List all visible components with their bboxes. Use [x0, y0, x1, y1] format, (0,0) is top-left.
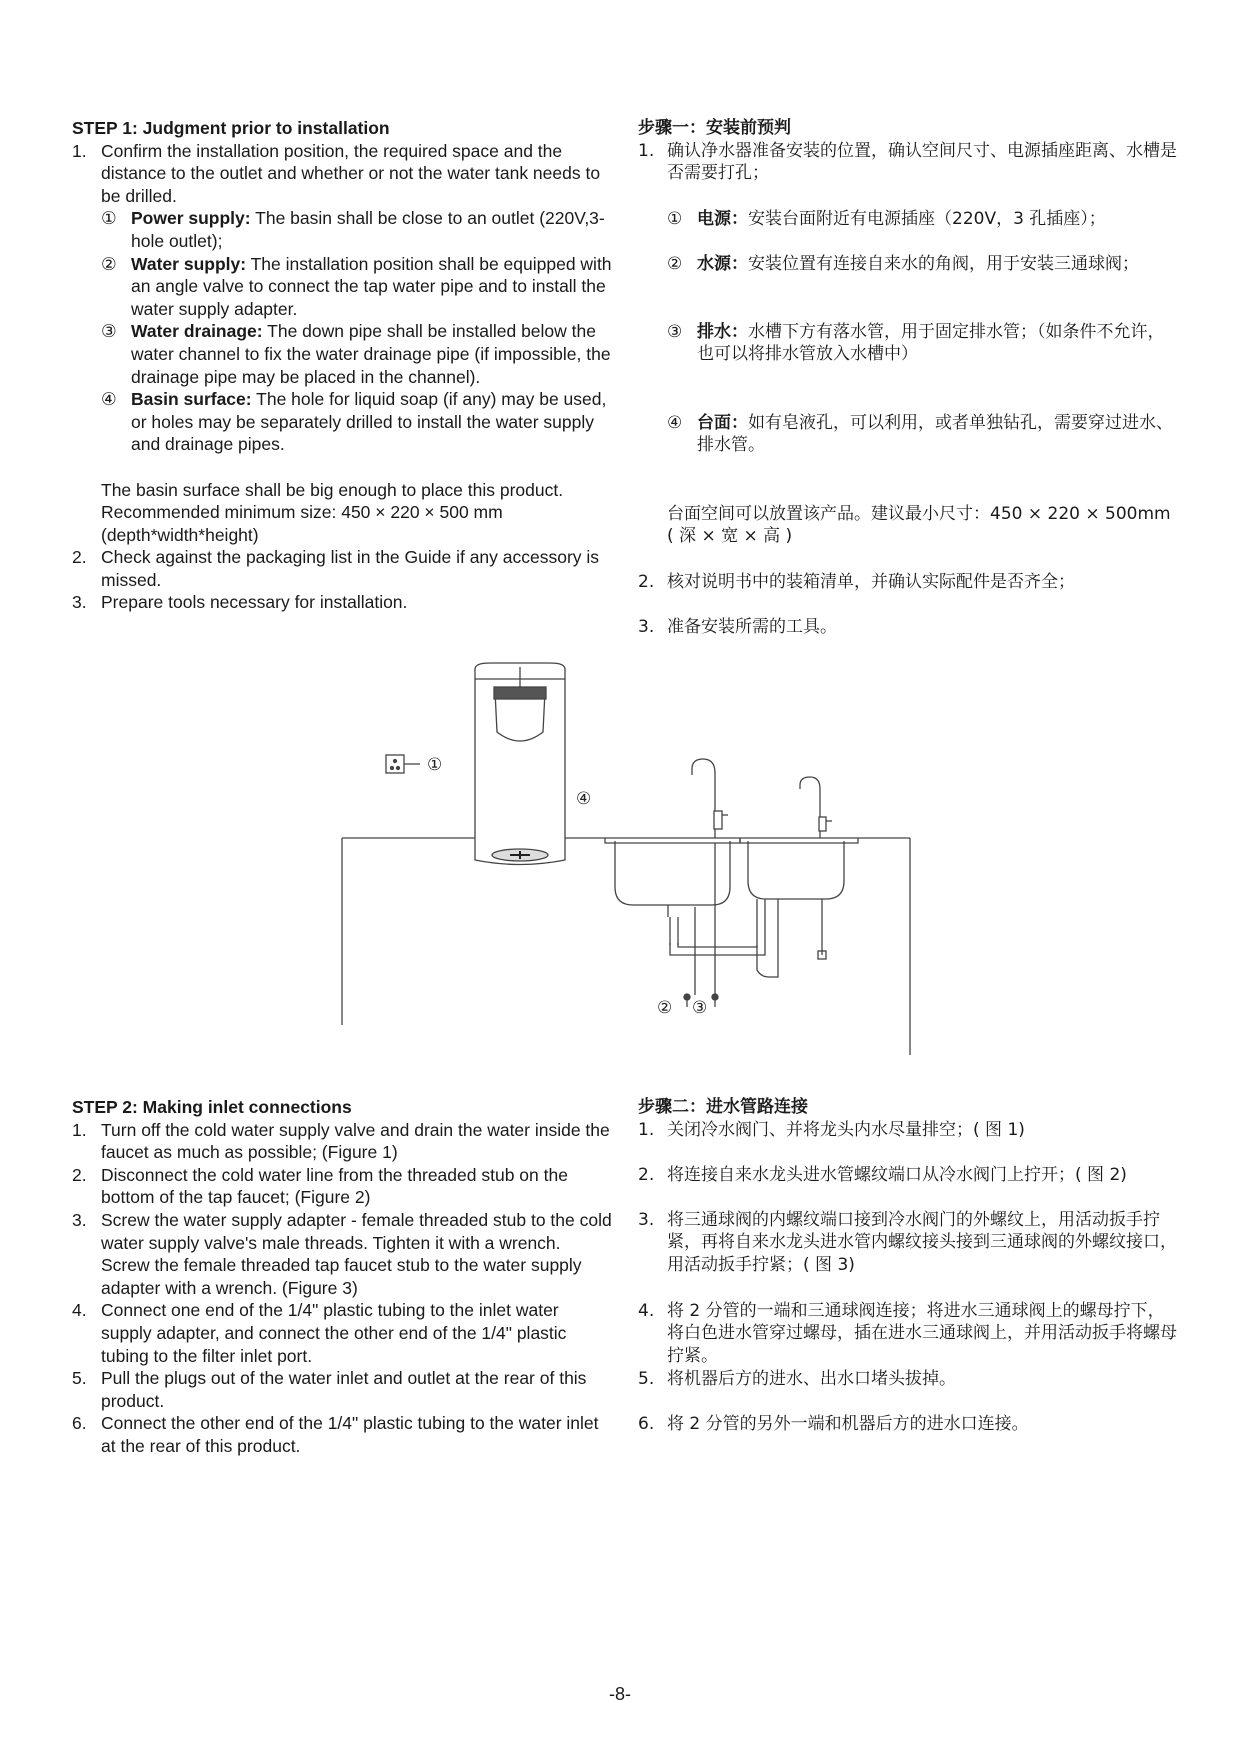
item-text: 将连接自来水龙头进水管螺纹端口从冷水阀门上拧开；( 图 2): [667, 1164, 1127, 1185]
step1-heading: STEP 1: Judgment prior to installation: [72, 118, 390, 138]
sub-label: Power supply:: [131, 208, 251, 229]
step2-heading: STEP 2: Making inlet connections: [72, 1097, 352, 1117]
right-sink: [740, 838, 858, 977]
step1-sub-drainage: [72, 320, 612, 388]
item-number: 2.: [638, 571, 655, 592]
item-text: 确认净水器准备安装的位置，确认空间尺寸、电源插座距离、水槽是否需要打孔；: [667, 140, 1177, 184]
item-text: 核对说明书中的装箱清单，并确认实际配件是否齐全；: [667, 571, 1075, 592]
item-text: 关闭冷水阀门、并将龙头内水尽量排空；( 图 1): [667, 1119, 1025, 1140]
step2-item-2-cn: [638, 1164, 1178, 1209]
item-text: 将机器后方的进水、出水口堵头拔掉。: [667, 1368, 956, 1389]
basin-note: The basin surface shall be big enough to place this product. Recommended minimum size: 450 × 220 × 500 mm (depth*width*height): [101, 479, 564, 545]
sub-label: 水源：: [697, 253, 748, 274]
circled-number: ①: [101, 208, 117, 229]
step1-item-1-cn: [638, 140, 1178, 208]
item-number: 3.: [72, 592, 87, 613]
step1-sub-power-cn: [638, 208, 1178, 253]
left-faucet: [692, 759, 728, 838]
step2-item-2: [72, 1164, 612, 1209]
item-number: 4.: [72, 1300, 87, 1321]
item-text: Prepare tools necessary for installation.: [101, 592, 408, 613]
step1-sub-basin: [72, 388, 612, 456]
step1-english: [72, 117, 612, 614]
item-number: 3.: [638, 616, 655, 637]
item-number: 5.: [72, 1368, 87, 1389]
water-purifier-unit: [475, 663, 565, 865]
step2-english: [72, 1096, 612, 1458]
item-number: 1.: [638, 1119, 655, 1140]
label-drainage: ③: [692, 998, 708, 1018]
step2-item-3: [72, 1209, 612, 1299]
step1-item-3: [72, 591, 612, 614]
sub-label: Basin surface:: [131, 389, 252, 410]
step2-item-3-cn: [638, 1209, 1178, 1300]
step1-sub-basin-cn: [638, 412, 1178, 503]
step1-item-2-cn: [638, 571, 1178, 616]
item-text: Pull the plugs out of the water inlet and outlet at the rear of this product.: [101, 1368, 587, 1411]
sub-text: 安装位置有连接自来水的角阀，用于安装三通球阀；: [748, 253, 1139, 274]
basin-note-cn: 台面空间可以放置该产品。建议最小尺寸：450 × 220 × 500mm ( 深 × 宽 × 高 ): [667, 503, 1171, 547]
step2-item-1: [72, 1119, 612, 1164]
sub-label: 排水：: [697, 321, 748, 342]
power-outlet-icon: [386, 755, 420, 773]
step1-heading-cn: 步骤一：安装前预判: [638, 118, 791, 138]
step2-item-5-cn: [638, 1368, 1178, 1413]
item-text: Confirm the installation position, the required space and the distance to the outlet and whether or not the water tank needs to be drilled.: [101, 140, 601, 206]
circled-number: ③: [667, 321, 683, 342]
item-text: Connect the other end of the 1/4" plastic tubing to the water inlet at the rear of this product.: [101, 1413, 599, 1456]
item-number: 3.: [72, 1209, 87, 1230]
item-number: 2.: [72, 1164, 87, 1185]
item-text: 将 2 分管的一端和三通球阀连接；将进水三通球阀上的螺母拧下，将白色进水管穿过螺母，插在进水三通球阀上，并用活动扳手将螺母拧紧。: [667, 1300, 1177, 1366]
item-text: Turn off the cold water supply valve and drain the water inside the faucet as much as possible; (Figure 1): [101, 1119, 610, 1163]
label-water-supply: ②: [657, 998, 673, 1018]
step2-item-4: [72, 1299, 612, 1367]
label-basin-surface: ④: [576, 789, 592, 809]
sub-text: 安装台面附近有电源插座（220V，3 孔插座）；: [748, 208, 1106, 229]
sub-text: The installation position shall be equipped with an angle valve to connect the tap water pipe and to install the water supply adapter.: [131, 253, 612, 319]
circled-number: ①: [667, 208, 683, 229]
sub-text: 水槽下方有落水管，用于固定排水管；（如条件不允许，也可以将排水管放入水槽中）: [697, 321, 1165, 365]
sub-text: The hole for liquid soap (if any) may be used, or holes may be separately drilled to install the water supply and drainage pipes.: [131, 389, 607, 455]
sub-text: 如有皂液孔，可以利用，或者单独钻孔，需要穿过进水、排水管。: [697, 412, 1173, 456]
item-text: 将三通球阀的内螺纹端口接到冷水阀门的外螺纹上，用活动扳手拧紧，再将自来水龙头进水管内螺纹接头接到三通球阀的外螺纹接口，用活动扳手拧紧；( 图 3): [667, 1209, 1177, 1275]
label-outlet: ①: [427, 755, 443, 775]
step1-item-1: [72, 140, 612, 208]
item-number: 5.: [638, 1368, 655, 1389]
step1-sub-water: [72, 253, 612, 321]
circled-number: ④: [101, 389, 117, 410]
step2-item-4-cn: [638, 1300, 1178, 1368]
circled-number: ③: [101, 321, 117, 342]
step2-item-5: [72, 1367, 612, 1412]
step1-chinese: [638, 117, 1178, 638]
sub-label: Water drainage:: [131, 321, 263, 342]
step2-chinese: [638, 1096, 1178, 1435]
item-number: 2.: [72, 547, 87, 568]
circled-number: ②: [667, 253, 683, 274]
page-number: -8-: [609, 1684, 631, 1704]
item-number: 6.: [72, 1413, 87, 1434]
sub-label: 台面：: [697, 412, 748, 433]
item-number: 1.: [72, 1119, 87, 1140]
left-sink: [605, 838, 765, 995]
item-number: 1.: [638, 140, 655, 161]
step1-sub-water-cn: [638, 253, 1178, 321]
item-text: Disconnect the cold water line from the threaded stub on the bottom of the tap faucet; (Figure 2): [101, 1164, 568, 1208]
step2-item-1-cn: [638, 1119, 1178, 1164]
step1-item-3-cn: [638, 616, 1178, 639]
step1-item-2: [72, 546, 612, 591]
item-text: Connect one end of the 1/4" plastic tubing to the inlet water supply adapter, and connect the other end of the 1/4" plastic tubing to the filter inlet port.: [101, 1300, 567, 1366]
step2-item-6-cn: [638, 1413, 1178, 1436]
installation-diagram: [330, 655, 930, 1065]
right-faucet: [800, 777, 832, 838]
sub-text: The basin shall be close to an outlet (220V,3-hole outlet);: [131, 208, 605, 251]
item-number: 3.: [638, 1209, 655, 1230]
step1-sub-drainage-cn: [638, 321, 1178, 412]
item-number: 6.: [638, 1413, 655, 1434]
step1-sub-power: [72, 207, 612, 252]
item-text: Screw the water supply adapter - female threaded stub to the cold water supply valve's male threads. Tighten it with a wrench. Screw the female threaded tap faucet stub to the water supply adapter with a wrench. (Figure 3): [101, 1209, 612, 1298]
item-number: 1.: [72, 140, 87, 161]
item-number: 2.: [638, 1164, 655, 1185]
item-text: Check against the packaging list in the Guide if any accessory is missed.: [101, 547, 600, 590]
sub-text: The down pipe shall be installed below the water channel to fix the water drainage pipe (if impossible, the drainage pipe may be placed in the channel).: [131, 321, 611, 387]
item-text: 将 2 分管的另外一端和机器后方的进水口连接。: [667, 1413, 1029, 1434]
step2-item-6: [72, 1412, 612, 1457]
item-text: 准备安装所需的工具。: [667, 616, 837, 637]
circled-number: ④: [667, 412, 683, 433]
circled-number: ②: [101, 253, 117, 274]
step2-heading-cn: 步骤二：进水管路连接: [638, 1097, 808, 1117]
sub-label: 电源：: [697, 208, 748, 229]
item-number: 4.: [638, 1300, 655, 1321]
sub-label: Water supply:: [131, 253, 247, 274]
